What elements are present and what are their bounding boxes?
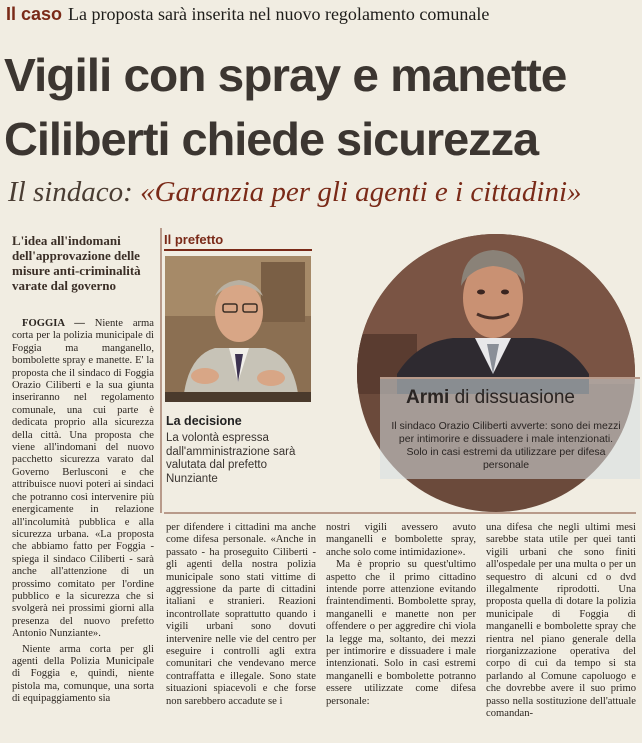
decision-title: La decisione (166, 414, 242, 428)
col3-paragraph-2: Ma è proprio su quest'ultimo aspetto che il primo cittadino intende porre attenzione evitando fraintendimenti. Bombolette spray, manganelli e manette non per offendere o per aggredire chi viola la legge ma, soltanto, dei mezzi per intimorire e dissuadere i male intenzionati. Solo in casi estremi manganelli e bombolette potranno essere utilizzate come difesa personale: (326, 559, 476, 707)
col1-paragraph-1: Niente arma corta per la polizia municipale di Foggia ma manganello, bombolette spray e manette. E' la proposta che il sindaco di Foggia Orazio Ciliberti e la sua giunta inseriranno nel regolamento comunale, una cui parte è dedicata proprio alla sicurezza della città. Una proposta che viene all'indomani del nuovo pacchetto sicurezza varato dal Governo Berlusconi e che attribuisce nuovi poteri ai sindaci che potranno così intervenire più energicamente in relazione all'incolumità pubblica e alla sicurezza urbana. «La proposta che abbiamo fatto per Foggia - spiega il sindaco Ciliberti - sarà anche all'attenzione di un prossimo comitato per l'ordine pubblico e la sicurezza che si svolgerà nei prossimi giorni alla presenza del nuovo prefetto Antonio Nunziante». (12, 318, 154, 640)
article-column-2 (166, 522, 316, 708)
col2-paragraph: per difendere i cittadini ma anche come difesa personale. «Anche in passato - ha proseguito Ciliberti - gli agenti della nostra polizia municipale sono stati vittime di aggressione da parte di cittadini italiani e stranieri. Reazioni incontrollate soprattutto quando i vigili urbani sono dovuti intervenire nelle vie del centro per eseguire i controlli agli extra comunitari che vendevano merce contraffatta e illegale. Sono state situazioni spiacevoli e che forse non sarebbero accadute se i (166, 522, 316, 707)
prefetto-label: Il prefetto (164, 232, 224, 247)
col3-paragraph-1: nostri vigili avessero avuto manganelli e bombolette spray, anche solo come intimidazione». (326, 522, 476, 558)
decision-body: La volontà espressa dall'amministrazione sarà valutata dal prefetto Nunziante (166, 432, 296, 485)
article-column-3 (326, 522, 476, 708)
armi-title-bold: Armi (406, 387, 450, 408)
article-deck: L'idea all'indomani dell'approvazione delle misure anti-criminalità varate dal governo (12, 233, 141, 293)
dateline: FOGGIA — (22, 318, 85, 329)
horizontal-rule (164, 512, 636, 514)
article-column-1 (12, 318, 154, 706)
armi-title (406, 387, 575, 409)
headline-line-2: Ciliberti chiede sicurezza (4, 113, 539, 165)
column-divider (160, 228, 162, 513)
armi-title-rest: di dissuasione (449, 387, 575, 408)
prefetto-photo (165, 256, 311, 402)
article-column-4 (486, 522, 636, 721)
kicker-text: La proposta sarà inserita nel nuovo regolamento comunale (68, 4, 490, 24)
headline-line-1: Vigili con spray e manette (4, 49, 567, 101)
kicker (6, 4, 489, 25)
subtitle-lead: Il sindaco: (8, 176, 133, 208)
col4-paragraph: una difesa che negli ultimi mesi sarebbe stata utile per quei tanti vigili urbani che sono finiti all'ospedale per una multa o per un sequestro di alcuni cd o dvd illegalmente riprodotti. Una proposta quella di dotare la polizia municipale di Foggia di manganelli e bombolette spray che rientra nel piano generale della riorganizzazione operativa del corpo di cui da tempo si sta parlando al Comune capoluogo e che dovrebbe avere il suo primo passo nella sostituzione dell'attuale comandan- (486, 522, 636, 720)
prefetto-rule (164, 249, 312, 251)
kicker-label: Il caso (6, 4, 63, 24)
col1-paragraph-2: Niente arma corta per gli agenti della Polizia Municipale di Foggia e, quindi, niente pistola ma, comunque, una sorta di equipaggiamento sia (12, 643, 154, 705)
armi-body: Il sindaco Orazio Ciliberti avverte: sono dei mezzi per intimorire e dissuadere i male intenzionati. Solo in casi estremi da utilizzare per difesa personale (391, 420, 621, 471)
subtitle (8, 176, 582, 209)
subtitle-quote: «Garanzia per gli agenti e i cittadini» (140, 176, 582, 208)
man-portrait-icon (165, 256, 311, 402)
